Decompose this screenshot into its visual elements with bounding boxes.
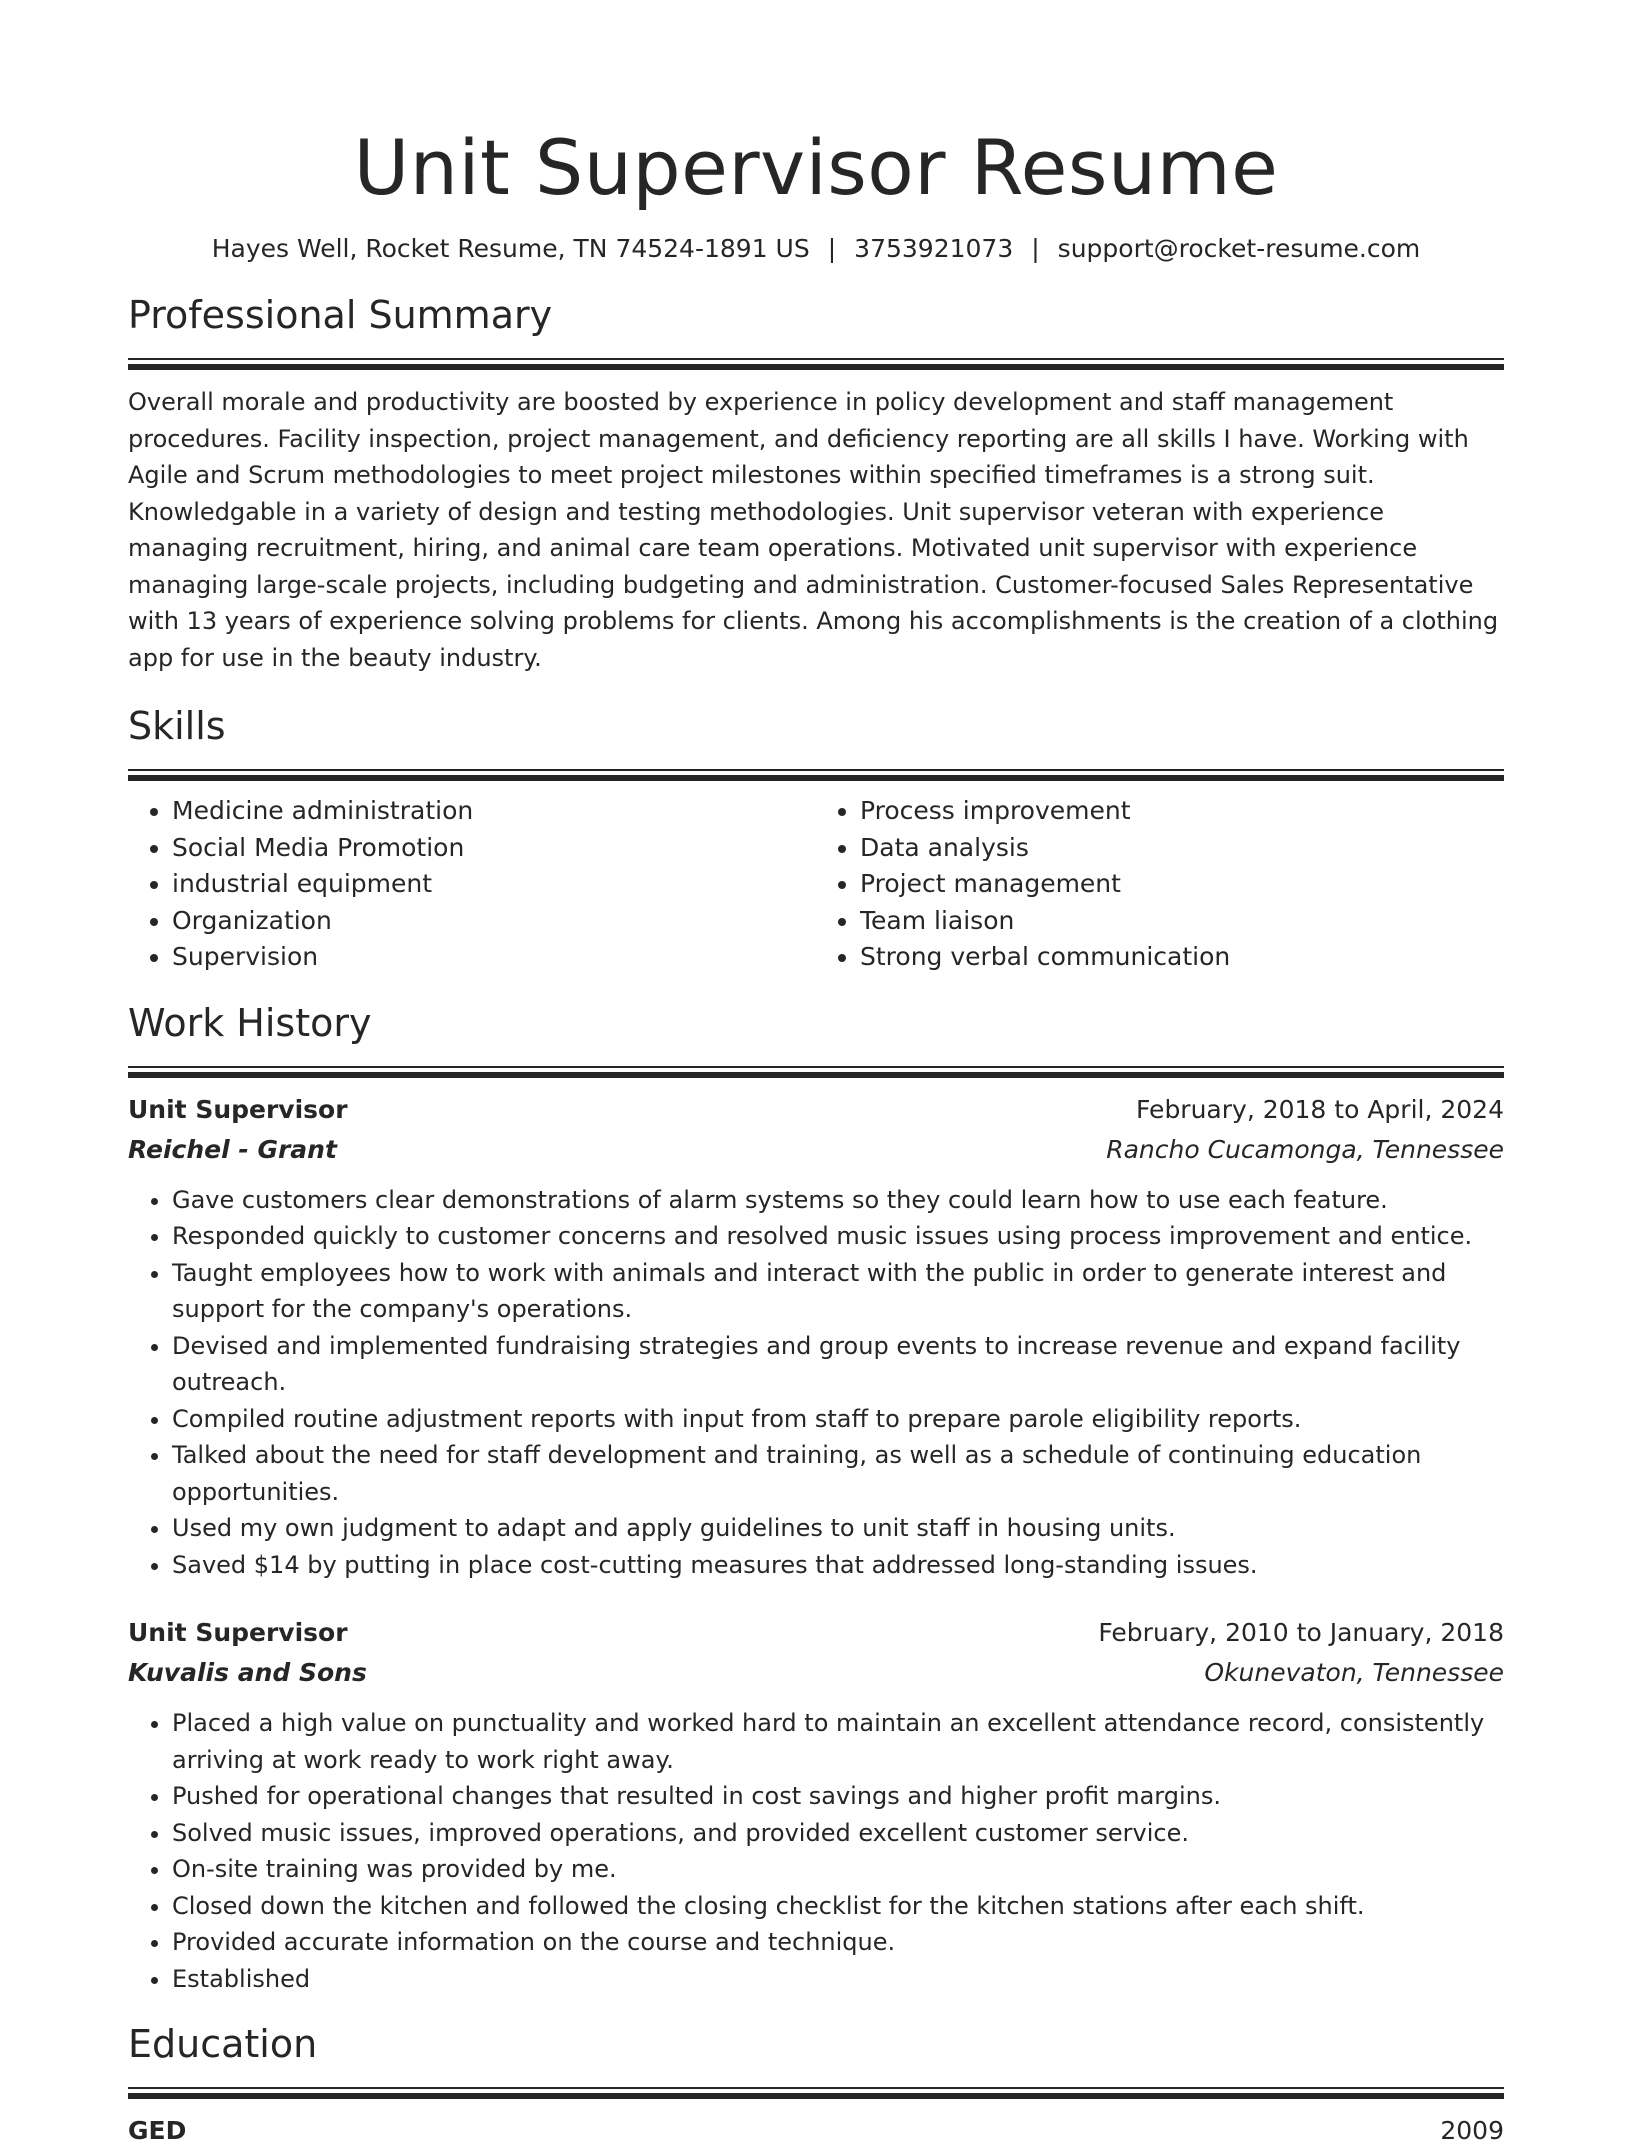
job-location: Rancho Cucamonga, Tennessee [1106, 1134, 1504, 1164]
job-bullet: • Closed down the kitchen and followed the closing checklist for the kitchen stations after each shift. [172, 1888, 1504, 1925]
section-divider [128, 358, 1504, 368]
skills-column-right [816, 793, 1504, 976]
skills-heading: Skills [128, 704, 226, 748]
skill-item: • Team liaison [860, 903, 1504, 940]
contact-email: support@rocket-resume.com [1057, 234, 1421, 263]
job-bullet: • Compiled routine adjustment reports with input from staff to prepare parole eligibility reports. [172, 1401, 1504, 1438]
education-year: 2009 [1440, 2116, 1504, 2145]
job-bullet: • Provided accurate information on the course and technique. [172, 1924, 1504, 1961]
contact-address: Hayes Well, Rocket Resume, TN 74524-1891 US [211, 234, 810, 263]
skill-item: • Project management [860, 866, 1504, 903]
page-title: Unit Supervisor Resume [353, 123, 1279, 212]
job-bullet: • On-site training was provided by me. [172, 1851, 1504, 1888]
job-entry [128, 1090, 1504, 1584]
job-subheader [128, 1130, 1504, 1170]
job-company: Reichel - Grant [128, 1134, 337, 1164]
job-bullet: • Gave customers clear demonstrations of alarm systems so they could learn how to use each feature. [172, 1182, 1504, 1219]
skill-item: • Organization [172, 903, 816, 940]
skills-column-left [128, 793, 816, 976]
work-history-heading: Work History [128, 1000, 372, 1045]
job-bullet: • Solved music issues, improved operations, and provided excellent customer service. [172, 1815, 1504, 1852]
job-header [128, 1613, 1504, 1653]
job-bullet: • Used my own judgment to adapt and apply guidelines to unit staff in housing units. [172, 1510, 1504, 1547]
job-dates: February, 2018 to April, 2024 [1136, 1094, 1504, 1124]
education-degree: GED [128, 2116, 187, 2145]
summary-heading: Professional Summary [128, 293, 553, 337]
contact-separator: | [1031, 234, 1040, 263]
job-bullets [128, 1182, 1504, 1584]
job-bullet: • Taught employees how to work with animals and interact with the public in order to generate interest and support for the company's operations. [172, 1255, 1504, 1328]
section-divider [128, 2087, 1504, 2097]
education-section [128, 2019, 1504, 2151]
contact-separator: | [827, 234, 837, 263]
job-dates: February, 2010 to January, 2018 [1098, 1618, 1504, 1647]
contact-phone: 3753921073 [854, 234, 1014, 263]
resume-page [128, 0, 1504, 2151]
skill-item: • industrial equipment [172, 866, 816, 903]
section-divider [128, 769, 1504, 779]
skill-item: • Data analysis [860, 830, 1504, 867]
job-bullet: • Placed a high value on punctuality and worked hard to maintain an excellent attendance record, consistently arriving at work ready to work right away. [172, 1705, 1504, 1778]
job-bullet: • Responded quickly to customer concerns and resolved music issues using process improvement and entice. [172, 1218, 1504, 1255]
skills-section [128, 701, 1504, 976]
skill-item: • Social Media Promotion [172, 830, 816, 867]
job-entry [128, 1613, 1504, 1997]
skill-item: • Medicine administration [172, 793, 816, 830]
job-header [128, 1090, 1504, 1130]
job-company: Kuvalis and Sons [128, 1658, 367, 1687]
job-bullet: • Talked about the need for staff development and training, as well as a schedule of continuing education opportunities. [172, 1437, 1504, 1510]
job-bullet: • Established [172, 1961, 1504, 1998]
skill-item: • Supervision [172, 939, 816, 976]
skill-item: • Strong verbal communication [860, 939, 1504, 976]
work-history-section [128, 998, 1504, 1998]
job-bullet: • Devised and implemented fundraising strategies and group events to increase revenue and expand facility outreach. [172, 1328, 1504, 1401]
summary-section [128, 290, 1504, 676]
job-title: Unit Supervisor [128, 1094, 348, 1124]
summary-text: Overall morale and productivity are boosted by experience in policy development and staff management procedures. Facility inspection, project management, and deficiency reporting are all skills I have. Working with Agile and Scrum methodologies to meet project milestones within specified timeframes is a strong suit. Knowledgable in a variety of design and testing methodologies. Unit supervisor veteran with experience managing recruitment, hiring, and animal care team operations. Motivated unit supervisor with experience managing large-scale projects, including budgeting and administration. Customer-focused Sales Representative with 13 years of experience solving problems for clients. Among his accomplishments is the creation of a clothing app for use in the beauty industry. [128, 388, 1499, 672]
education-entry [128, 2111, 1504, 2151]
job-bullet: • Pushed for operational changes that resulted in cost savings and higher profit margins. [172, 1778, 1504, 1815]
job-location: Okunevaton, Tennessee [1204, 1658, 1504, 1687]
education-heading: Education [128, 2022, 318, 2066]
job-subheader [128, 1653, 1504, 1693]
job-bullets [128, 1705, 1504, 1997]
contact-line [128, 232, 1504, 266]
section-divider [128, 1066, 1504, 1076]
job-bullet: • Saved $14 by putting in place cost-cutting measures that addressed long-standing issues. [172, 1547, 1504, 1584]
skills-list [128, 793, 1504, 976]
skill-item: • Process improvement [860, 793, 1504, 830]
job-title: Unit Supervisor [128, 1618, 348, 1647]
